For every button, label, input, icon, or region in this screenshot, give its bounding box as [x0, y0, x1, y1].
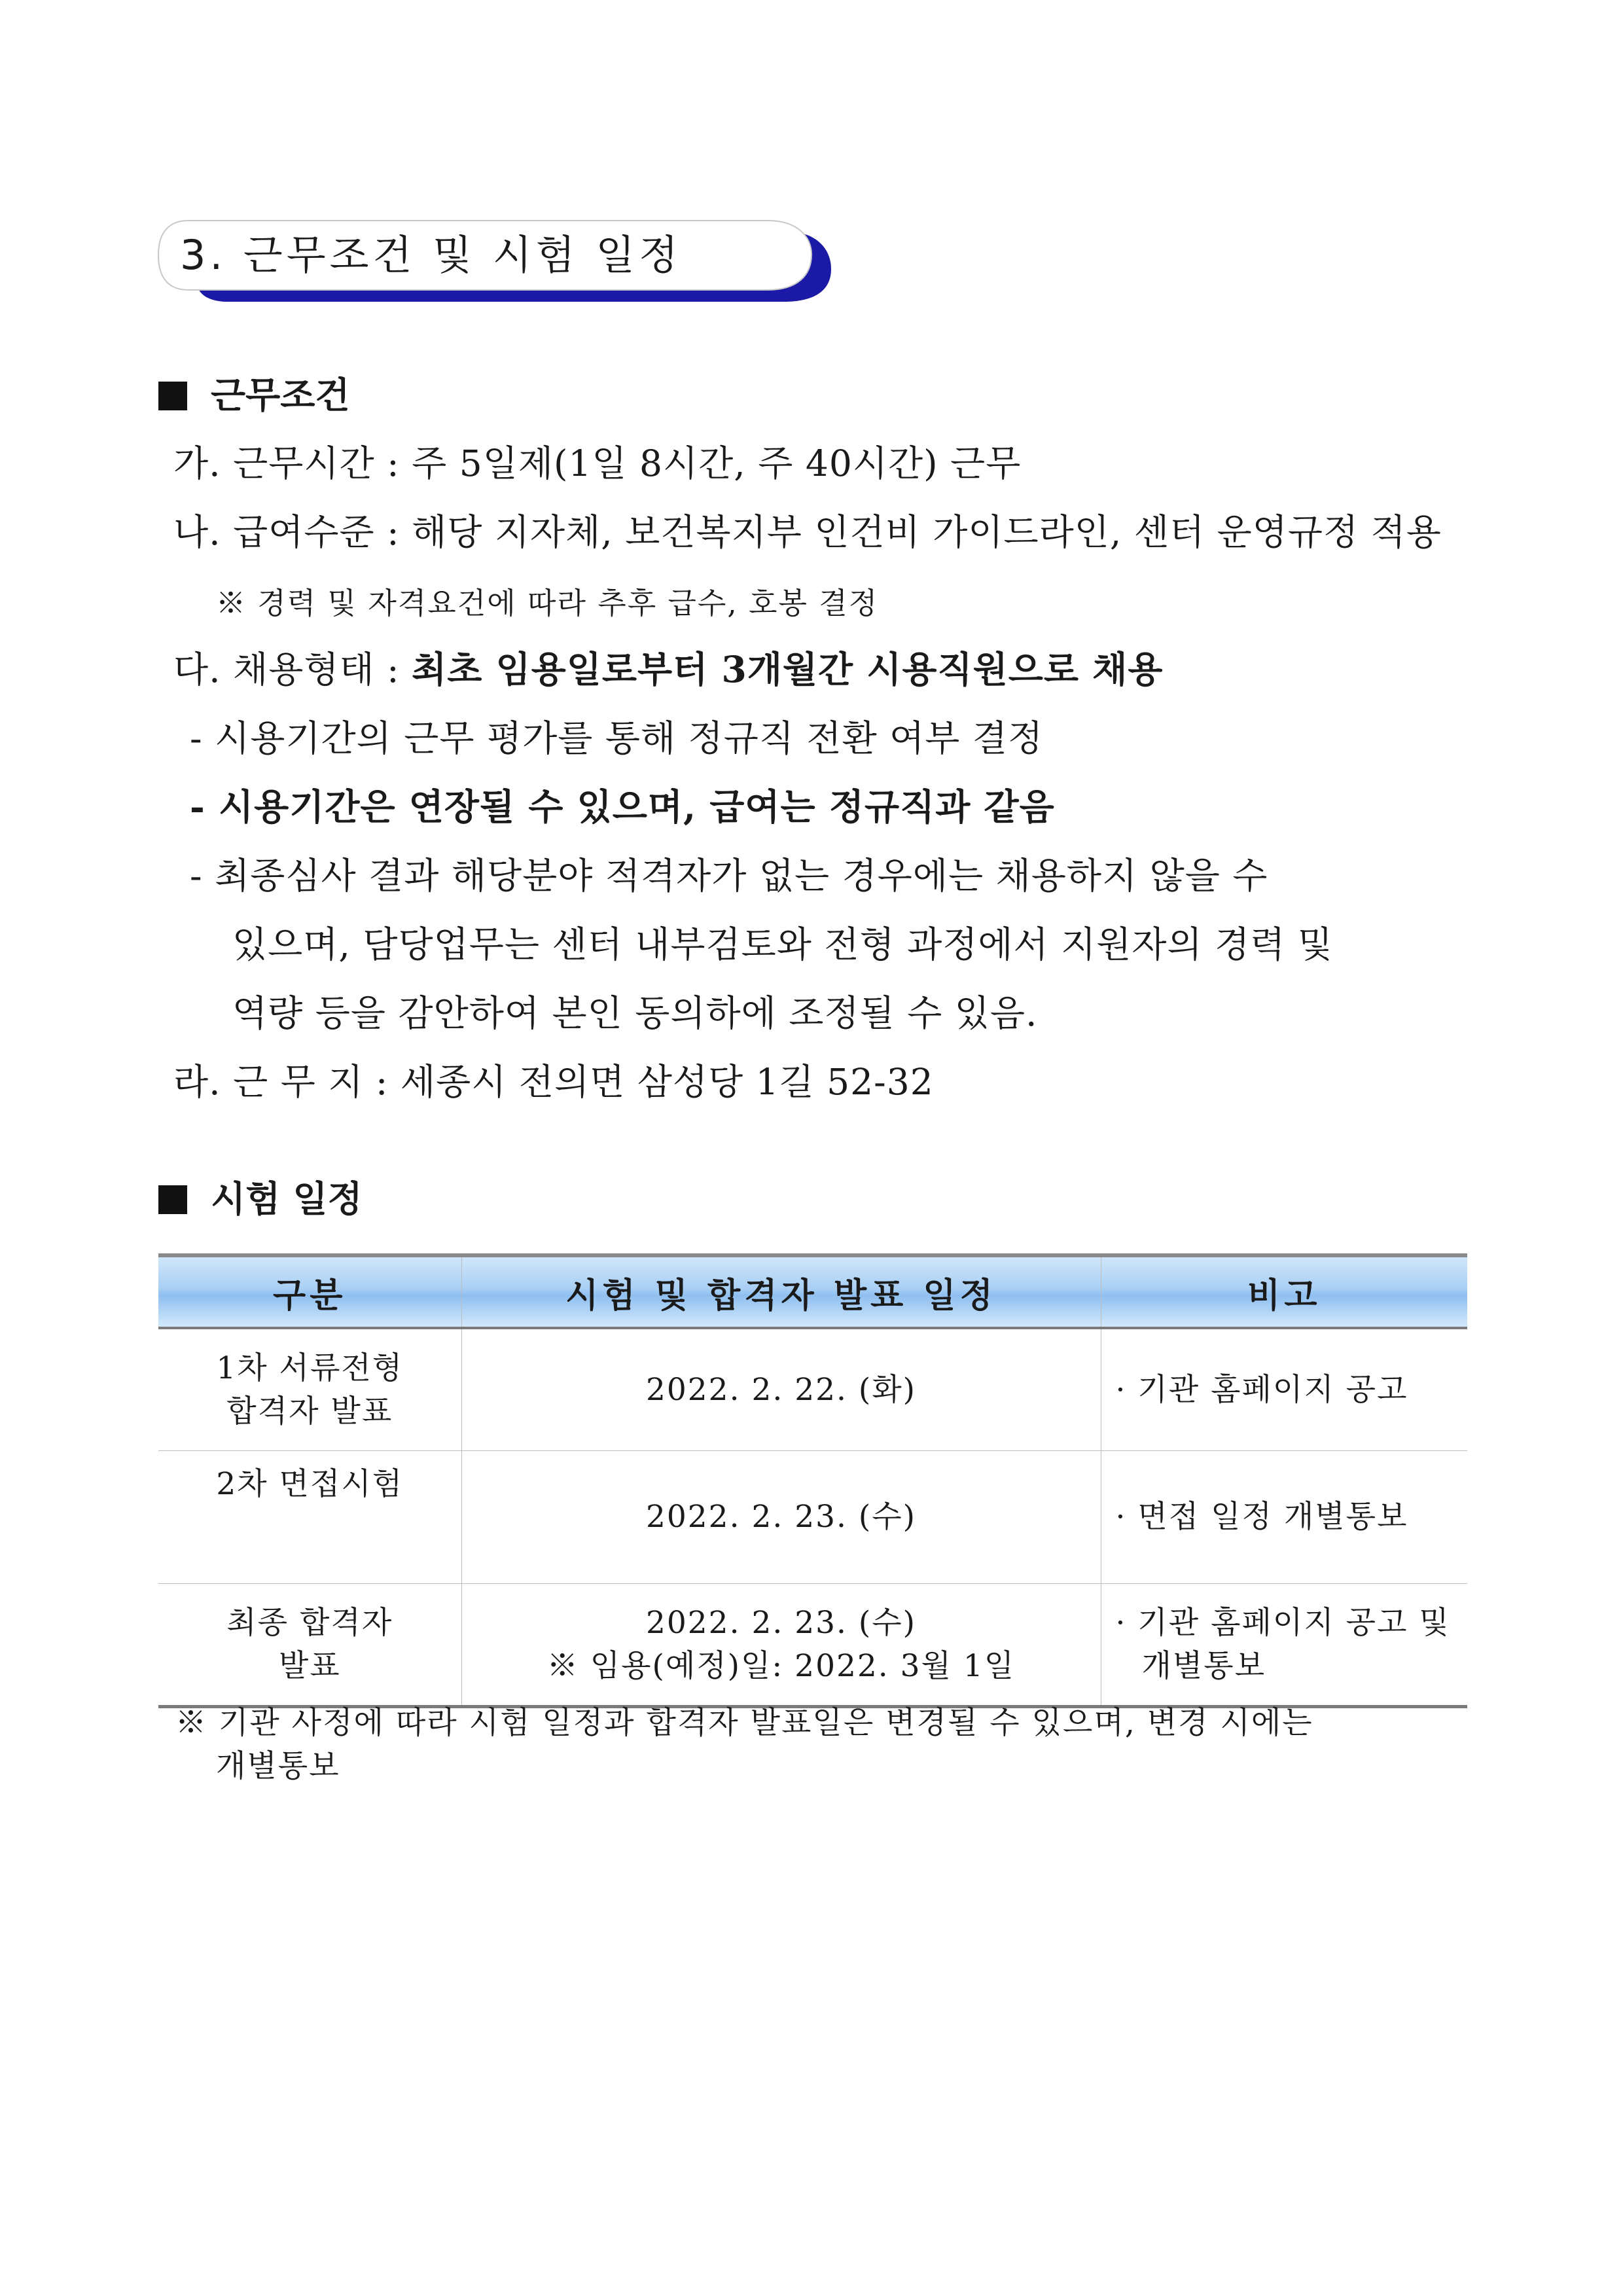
- stage-cell: 1차 서류전형 합격자 발표: [158, 1328, 461, 1451]
- footnote-line-1: ※ 기관 사정에 따라 시험 일정과 합격자 발표일은 변경될 수 있으며, 변경 시에는: [175, 1705, 1313, 1741]
- probation-item-3-line-2: 있으며, 담당업무는 센터 내부검토와 전형 과정에서 지원자의 경력 및: [232, 924, 1333, 965]
- exam-schedule-heading: 시험 일정: [158, 1176, 363, 1222]
- stage-cell: 최종 합격자 발표: [158, 1584, 461, 1707]
- table-row: [158, 1451, 1467, 1584]
- exam-schedule-table: [158, 1253, 1467, 1708]
- probation-item-2: - 시용기간은 연장될 수 있으며, 급여는 정규직과 같음: [190, 785, 1055, 828]
- appointment-date-note: ※ 임용(예정)일: 2022. 3월 1일: [546, 1647, 1016, 1684]
- square-bullet-icon: [158, 1185, 187, 1214]
- employment-type-label: 다. 채용형태 :: [173, 649, 412, 691]
- schedule-footnote: [175, 1702, 1472, 1788]
- probation-item-1: - 시용기간의 근무 평가를 통해 정규직 전환 여부 결정: [190, 717, 1044, 759]
- remarks-cell: · 기관 홈페이지 공고 및 개별통보: [1101, 1584, 1467, 1707]
- column-header-schedule: 시험 및 합격자 발표 일정: [461, 1255, 1101, 1328]
- footnote-line-2: 개별통보: [216, 1748, 340, 1784]
- square-bullet-icon: [158, 382, 187, 410]
- column-header-category: 구분: [158, 1255, 461, 1328]
- remarks-cell: · 면접 일정 개별통보: [1101, 1451, 1467, 1584]
- date-cell: 2022. 2. 23. (수): [461, 1451, 1101, 1584]
- employment-type-line: [173, 647, 1163, 692]
- date-cell: 2022. 2. 23. (수) ※ 임용(예정)일: 2022. 3월 1일: [461, 1584, 1101, 1707]
- probation-item-3-line-1: - 최종심사 결과 해당분야 적격자가 없는 경우에는 채용하지 않을 수: [190, 855, 1268, 897]
- work-conditions-heading: 근무조건: [158, 372, 350, 418]
- stage-cell: 2차 면접시험: [158, 1451, 461, 1584]
- date-cell: 2022. 2. 22. (화): [461, 1328, 1101, 1451]
- salary-note: ※ 경력 및 자격요건에 따라 추후 급수, 호봉 결정: [216, 586, 879, 620]
- workplace-line: 라. 근 무 지 : 세종시 전의면 삼성당 1길 52-32: [173, 1061, 934, 1103]
- table-row: [158, 1584, 1467, 1707]
- column-header-remarks: 비고: [1101, 1255, 1467, 1328]
- table-header-row: [158, 1255, 1467, 1328]
- remarks-cell: · 기관 홈페이지 공고: [1101, 1328, 1467, 1451]
- employment-type-value: 최초 임용일로부터 3개월간 시용직원으로 채용: [412, 648, 1164, 691]
- salary-line: 나. 급여수준 : 해당 지자체, 보건복지부 인건비 가이드라인, 센터 운영규정 적용: [173, 511, 1442, 553]
- work-hours-line: 가. 근무시간 : 주 5일제(1일 8시간, 주 40시간) 근무: [173, 442, 1022, 484]
- table-row: [158, 1328, 1467, 1451]
- probation-item-3-line-3: 역량 등을 감안하여 본인 동의하에 조정될 수 있음.: [232, 992, 1038, 1034]
- section-title: 3. 근무조건 및 시험 일정: [180, 231, 683, 279]
